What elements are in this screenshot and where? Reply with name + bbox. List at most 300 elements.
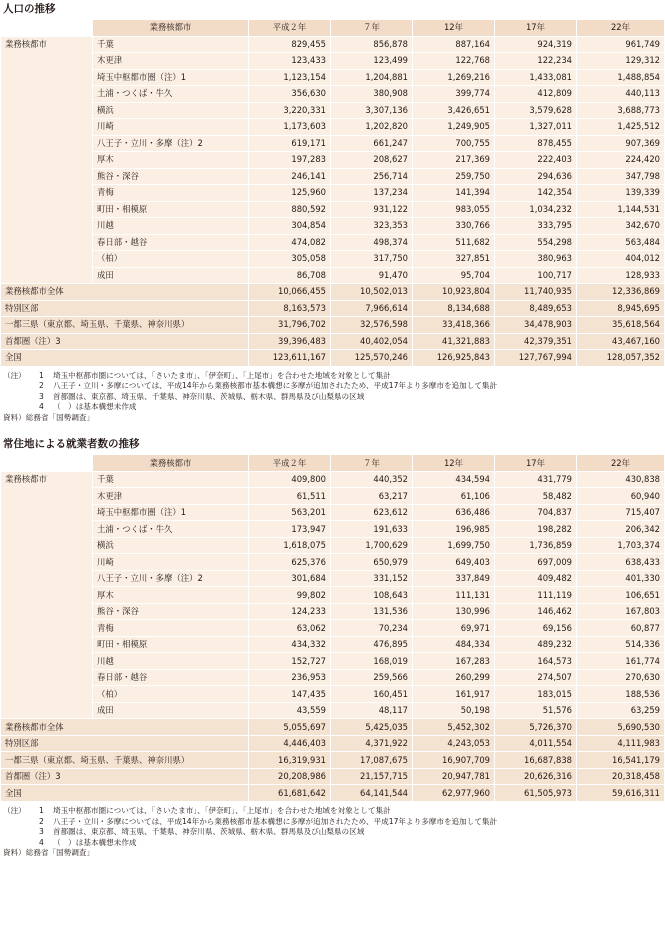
city-name: 春日部・越谷 (93, 669, 249, 686)
value-cell: 173,947 (249, 521, 331, 538)
header-cell: ７年 (331, 20, 413, 37)
city-name: 川崎 (93, 554, 249, 571)
note-item (3, 806, 665, 817)
city-name: 木更津 (93, 53, 249, 70)
value-cell: 20,208,986 (249, 768, 331, 785)
value-cell: 399,774 (413, 86, 495, 103)
value-cell: 5,055,697 (249, 719, 331, 736)
value-cell: 42,379,351 (495, 333, 577, 350)
value-cell: 484,334 (413, 636, 495, 653)
value-cell: 1,144,531 (577, 201, 665, 218)
population-table (0, 19, 665, 367)
value-cell: 164,573 (495, 653, 577, 670)
value-cell: 356,630 (249, 86, 331, 103)
value-cell: 161,774 (577, 653, 665, 670)
value-cell: 131,536 (331, 603, 413, 620)
value-cell: 33,418,366 (413, 317, 495, 334)
value-cell: 35,618,564 (577, 317, 665, 334)
value-cell: 62,977,960 (413, 785, 495, 802)
city-name: 土浦・つくば・牛久 (93, 521, 249, 538)
header-blank (1, 20, 93, 37)
value-cell: 60,877 (577, 620, 665, 637)
note-label (3, 827, 39, 838)
value-cell: 256,714 (331, 168, 413, 185)
header-cell: ７年 (331, 455, 413, 472)
total-row (1, 333, 665, 350)
table-row (1, 152, 665, 169)
value-cell: 7,966,614 (331, 300, 413, 317)
value-cell: 64,141,544 (331, 785, 413, 802)
value-cell: 21,157,715 (331, 768, 413, 785)
value-cell: 125,960 (249, 185, 331, 202)
source-note: 資料）総務省「国勢調査」 (3, 412, 95, 422)
value-cell: 20,626,316 (495, 768, 577, 785)
value-cell: 217,369 (413, 152, 495, 169)
note-label: （注） (3, 370, 26, 380)
value-cell: 259,750 (413, 168, 495, 185)
note-label (3, 402, 39, 413)
note-number: 1 (39, 370, 44, 380)
value-cell: 34,478,903 (495, 317, 577, 334)
value-cell: 511,682 (413, 234, 495, 251)
value-cell: 50,198 (413, 702, 495, 719)
city-name: 千葉 (93, 36, 249, 53)
total-row (1, 350, 665, 367)
city-name: 川崎 (93, 119, 249, 136)
value-cell: 91,470 (331, 267, 413, 284)
value-cell: 856,878 (331, 36, 413, 53)
header-blank (1, 455, 93, 472)
value-cell: 409,482 (495, 570, 577, 587)
city-name: 埼玉中枢都市圏（注）1 (93, 504, 249, 521)
city-name: 土浦・つくば・牛久 (93, 86, 249, 103)
value-cell: 638,433 (577, 554, 665, 571)
table-row (1, 86, 665, 103)
value-cell: 100,717 (495, 267, 577, 284)
table-row (1, 620, 665, 637)
value-cell: 5,425,035 (331, 719, 413, 736)
total-row (1, 785, 665, 802)
value-cell: 122,234 (495, 53, 577, 70)
value-cell: 1,433,081 (495, 69, 577, 86)
value-cell: 623,612 (331, 504, 413, 521)
value-cell: 188,536 (577, 686, 665, 703)
value-cell: 236,953 (249, 669, 331, 686)
value-cell: 489,232 (495, 636, 577, 653)
value-cell: 208,627 (331, 152, 413, 169)
note-number: 2 (39, 816, 44, 826)
value-cell: 43,467,160 (577, 333, 665, 350)
table-row (1, 251, 665, 268)
city-name: 埼玉中枢都市圏（注）1 (93, 69, 249, 86)
value-cell: 1,699,750 (413, 537, 495, 554)
value-cell: 197,283 (249, 152, 331, 169)
value-cell: 380,963 (495, 251, 577, 268)
value-cell: 474,082 (249, 234, 331, 251)
table-row (1, 636, 665, 653)
table-row (1, 521, 665, 538)
note-text: 埼玉中枢都市圏については、「さいたま市」、「伊奈町」、「上尾市」を合わせた地域を対象として集計 (53, 805, 391, 815)
note-text: 八王子・立川・多摩については、平成14年から業務核都市基本構想に多摩が追加されたため、平成17年より多摩市を追加して集計 (53, 381, 498, 391)
city-name: 川越 (93, 218, 249, 235)
header-cell: 平成２年 (249, 455, 331, 472)
value-cell: 3,307,136 (331, 102, 413, 119)
city-name: 厚木 (93, 587, 249, 604)
value-cell: 8,489,653 (495, 300, 577, 317)
value-cell: 715,407 (577, 504, 665, 521)
value-cell: 4,243,053 (413, 735, 495, 752)
value-cell: 649,403 (413, 554, 495, 571)
city-name: 八王子・立川・多摩（注）2 (93, 135, 249, 152)
header-cell: 17年 (495, 455, 577, 472)
total-name: 業務核都市全体 (1, 284, 249, 301)
header-row (1, 20, 665, 37)
value-cell: 342,670 (577, 218, 665, 235)
value-cell: 142,354 (495, 185, 577, 202)
value-cell: 127,767,994 (495, 350, 577, 367)
value-cell: 301,684 (249, 570, 331, 587)
total-row (1, 300, 665, 317)
value-cell: 124,233 (249, 603, 331, 620)
value-cell: 17,087,675 (331, 752, 413, 769)
table-row (1, 168, 665, 185)
note-text: （ ）は基本構想未作成 (53, 402, 137, 412)
city-name: 春日部・越谷 (93, 234, 249, 251)
value-cell: 41,321,883 (413, 333, 495, 350)
total-name: 首都圏（注）3 (1, 768, 249, 785)
value-cell: 16,687,838 (495, 752, 577, 769)
value-cell: 86,708 (249, 267, 331, 284)
value-cell: 191,633 (331, 521, 413, 538)
value-cell: 1,425,512 (577, 119, 665, 136)
value-cell: 5,452,302 (413, 719, 495, 736)
value-cell: 63,217 (331, 488, 413, 505)
value-cell: 8,134,688 (413, 300, 495, 317)
value-cell: 563,484 (577, 234, 665, 251)
employment-section (0, 437, 665, 858)
city-name: 熊谷・深谷 (93, 168, 249, 185)
value-cell: 129,312 (577, 53, 665, 70)
value-cell: 1,173,603 (249, 119, 331, 136)
value-cell: 431,779 (495, 471, 577, 488)
value-cell: 440,352 (331, 471, 413, 488)
note-number: 4 (39, 402, 44, 412)
header-cell: 22年 (577, 20, 665, 37)
value-cell: 106,651 (577, 587, 665, 604)
city-name: 木更津 (93, 488, 249, 505)
value-cell: 409,800 (249, 471, 331, 488)
value-cell: 4,111,983 (577, 735, 665, 752)
table-row (1, 554, 665, 571)
value-cell: 32,576,598 (331, 317, 413, 334)
value-cell: 4,446,403 (249, 735, 331, 752)
value-cell: 440,113 (577, 86, 665, 103)
table-row (1, 537, 665, 554)
employment-table (0, 454, 665, 802)
value-cell: 327,851 (413, 251, 495, 268)
total-name: 全国 (1, 350, 249, 367)
value-cell: 60,940 (577, 488, 665, 505)
value-cell: 123,611,167 (249, 350, 331, 367)
value-cell: 160,451 (331, 686, 413, 703)
value-cell: 625,376 (249, 554, 331, 571)
table-row (1, 488, 665, 505)
value-cell: 69,971 (413, 620, 495, 637)
value-cell: 137,234 (331, 185, 413, 202)
value-cell: 333,795 (495, 218, 577, 235)
value-cell: 69,156 (495, 620, 577, 637)
value-cell: 61,681,642 (249, 785, 331, 802)
value-cell: 430,838 (577, 471, 665, 488)
table-row (1, 603, 665, 620)
value-cell: 347,798 (577, 168, 665, 185)
value-cell: 246,141 (249, 168, 331, 185)
table-row (1, 669, 665, 686)
value-cell: 3,426,651 (413, 102, 495, 119)
value-cell: 294,636 (495, 168, 577, 185)
note-text: 首都圏は、東京都、埼玉県、千葉県、神奈川県、茨城県、栃木県、群馬県及び山梨県の区域 (53, 827, 365, 837)
value-cell: 139,339 (577, 185, 665, 202)
note-label: （注） (3, 805, 26, 815)
total-row (1, 317, 665, 334)
value-cell: 5,726,370 (495, 719, 577, 736)
table-row (1, 702, 665, 719)
value-cell: 434,332 (249, 636, 331, 653)
table-row (1, 53, 665, 70)
value-cell: 619,171 (249, 135, 331, 152)
page (0, 2, 665, 859)
value-cell: 317,750 (331, 251, 413, 268)
value-cell: 61,511 (249, 488, 331, 505)
value-cell: 1,249,905 (413, 119, 495, 136)
value-cell: 48,117 (331, 702, 413, 719)
value-cell: 1,202,820 (331, 119, 413, 136)
header-cell: 平成２年 (249, 20, 331, 37)
value-cell: 31,796,702 (249, 317, 331, 334)
value-cell: 147,435 (249, 686, 331, 703)
value-cell: 126,925,843 (413, 350, 495, 367)
value-cell: 152,727 (249, 653, 331, 670)
note-item (3, 817, 665, 828)
table-row (1, 102, 665, 119)
table-row (1, 504, 665, 521)
note-number: 4 (39, 837, 44, 847)
value-cell: 198,282 (495, 521, 577, 538)
value-cell: 146,462 (495, 603, 577, 620)
value-cell: 10,066,455 (249, 284, 331, 301)
value-cell: 887,164 (413, 36, 495, 53)
total-row (1, 752, 665, 769)
table-row (1, 218, 665, 235)
city-name: （柏） (93, 251, 249, 268)
value-cell: 63,062 (249, 620, 331, 637)
value-cell: 11,740,935 (495, 284, 577, 301)
note-label (3, 392, 39, 403)
note-item (3, 371, 665, 382)
value-cell: 907,369 (577, 135, 665, 152)
value-cell: 983,055 (413, 201, 495, 218)
section-title: 常住地による就業者数の推移 (3, 438, 140, 451)
city-name: 青梅 (93, 620, 249, 637)
total-name: 首都圏（注）3 (1, 333, 249, 350)
note-label (3, 381, 39, 392)
table-row (1, 587, 665, 604)
value-cell: 514,336 (577, 636, 665, 653)
value-cell: 111,131 (413, 587, 495, 604)
total-name: 特別区部 (1, 300, 249, 317)
value-cell: 305,058 (249, 251, 331, 268)
value-cell: 260,299 (413, 669, 495, 686)
value-cell: 108,643 (331, 587, 413, 604)
city-name: 千葉 (93, 471, 249, 488)
total-name: 業務核都市全体 (1, 719, 249, 736)
value-cell: 1,703,374 (577, 537, 665, 554)
value-cell: 16,541,179 (577, 752, 665, 769)
value-cell: 167,803 (577, 603, 665, 620)
table-row (1, 471, 665, 488)
value-cell: 183,015 (495, 686, 577, 703)
value-cell: 8,163,573 (249, 300, 331, 317)
city-name: 横浜 (93, 102, 249, 119)
value-cell: 51,576 (495, 702, 577, 719)
note-item (3, 838, 665, 849)
value-cell: 58,482 (495, 488, 577, 505)
value-cell: 99,802 (249, 587, 331, 604)
value-cell: 12,336,869 (577, 284, 665, 301)
note-item (3, 402, 665, 413)
table-row (1, 201, 665, 218)
value-cell: 337,849 (413, 570, 495, 587)
value-cell: 878,455 (495, 135, 577, 152)
note-text: （ ）は基本構想未作成 (53, 837, 137, 847)
value-cell: 1,204,881 (331, 69, 413, 86)
value-cell: 161,917 (413, 686, 495, 703)
table-row (1, 185, 665, 202)
value-cell: 476,895 (331, 636, 413, 653)
value-cell: 412,809 (495, 86, 577, 103)
table-row (1, 267, 665, 284)
value-cell: 128,933 (577, 267, 665, 284)
population-section (0, 2, 665, 423)
city-name: 成田 (93, 702, 249, 719)
value-cell: 961,749 (577, 36, 665, 53)
value-cell: 1,736,859 (495, 537, 577, 554)
city-name: 町田・相模原 (93, 201, 249, 218)
value-cell: 1,700,629 (331, 537, 413, 554)
total-row (1, 719, 665, 736)
value-cell: 8,945,695 (577, 300, 665, 317)
value-cell: 554,298 (495, 234, 577, 251)
value-cell: 924,319 (495, 36, 577, 53)
header-cell: 業務核都市 (93, 20, 249, 37)
note-text: 八王子・立川・多摩については、平成14年から業務核都市基本構想に多摩が追加されたため、平成17年より多摩市を追加して集計 (53, 816, 498, 826)
value-cell: 123,433 (249, 53, 331, 70)
city-name: 町田・相模原 (93, 636, 249, 653)
total-name: 一都三県（東京都、埼玉県、千葉県、神奈川県） (1, 752, 249, 769)
note-text: 首都圏は、東京都、埼玉県、千葉県、神奈川県、茨城県、栃木県、群馬県及び山梨県の区域 (53, 391, 365, 401)
table-row (1, 119, 665, 136)
value-cell: 829,455 (249, 36, 331, 53)
note-number: 3 (39, 827, 44, 837)
value-cell: 130,996 (413, 603, 495, 620)
value-cell: 222,403 (495, 152, 577, 169)
total-name: 特別区部 (1, 735, 249, 752)
value-cell: 167,283 (413, 653, 495, 670)
value-cell: 5,690,530 (577, 719, 665, 736)
value-cell: 10,502,013 (331, 284, 413, 301)
section-title: 人口の推移 (3, 3, 56, 15)
note-number: 1 (39, 805, 44, 815)
note-item (3, 381, 665, 392)
group-label: 業務核都市 (1, 471, 93, 719)
value-cell: 63,259 (577, 702, 665, 719)
value-cell: 59,616,311 (577, 785, 665, 802)
value-cell: 304,854 (249, 218, 331, 235)
table-row (1, 570, 665, 587)
value-cell: 3,579,628 (495, 102, 577, 119)
city-name: 厚木 (93, 152, 249, 169)
value-cell: 196,985 (413, 521, 495, 538)
table-row (1, 135, 665, 152)
value-cell: 1,034,232 (495, 201, 577, 218)
value-cell: 125,570,246 (331, 350, 413, 367)
value-cell: 563,201 (249, 504, 331, 521)
table-row (1, 686, 665, 703)
value-cell: 700,755 (413, 135, 495, 152)
table-row (1, 36, 665, 53)
note-number: 3 (39, 391, 44, 401)
value-cell: 404,012 (577, 251, 665, 268)
value-cell: 224,420 (577, 152, 665, 169)
value-cell: 270,630 (577, 669, 665, 686)
header-row (1, 455, 665, 472)
note-label (3, 838, 39, 849)
value-cell: 331,152 (331, 570, 413, 587)
value-cell: 61,106 (413, 488, 495, 505)
value-cell: 20,947,781 (413, 768, 495, 785)
table-row (1, 653, 665, 670)
value-cell: 16,907,709 (413, 752, 495, 769)
city-name: 熊谷・深谷 (93, 603, 249, 620)
city-name: （柏） (93, 686, 249, 703)
value-cell: 401,330 (577, 570, 665, 587)
value-cell: 111,119 (495, 587, 577, 604)
total-row (1, 284, 665, 301)
notes (3, 806, 665, 859)
value-cell: 498,374 (331, 234, 413, 251)
value-cell: 4,011,554 (495, 735, 577, 752)
value-cell: 61,505,973 (495, 785, 577, 802)
value-cell: 259,566 (331, 669, 413, 686)
value-cell: 122,768 (413, 53, 495, 70)
value-cell: 380,908 (331, 86, 413, 103)
value-cell: 1,488,854 (577, 69, 665, 86)
value-cell: 39,396,483 (249, 333, 331, 350)
value-cell: 20,318,458 (577, 768, 665, 785)
value-cell: 661,247 (331, 135, 413, 152)
note-number: 2 (39, 381, 44, 391)
value-cell: 3,688,773 (577, 102, 665, 119)
value-cell: 880,592 (249, 201, 331, 218)
value-cell: 636,486 (413, 504, 495, 521)
header-cell: 12年 (413, 455, 495, 472)
total-row (1, 768, 665, 785)
total-name: 一都三県（東京都、埼玉県、千葉県、神奈川県） (1, 317, 249, 334)
value-cell: 95,704 (413, 267, 495, 284)
value-cell: 70,234 (331, 620, 413, 637)
notes (3, 371, 665, 424)
group-label: 業務核都市 (1, 36, 93, 284)
